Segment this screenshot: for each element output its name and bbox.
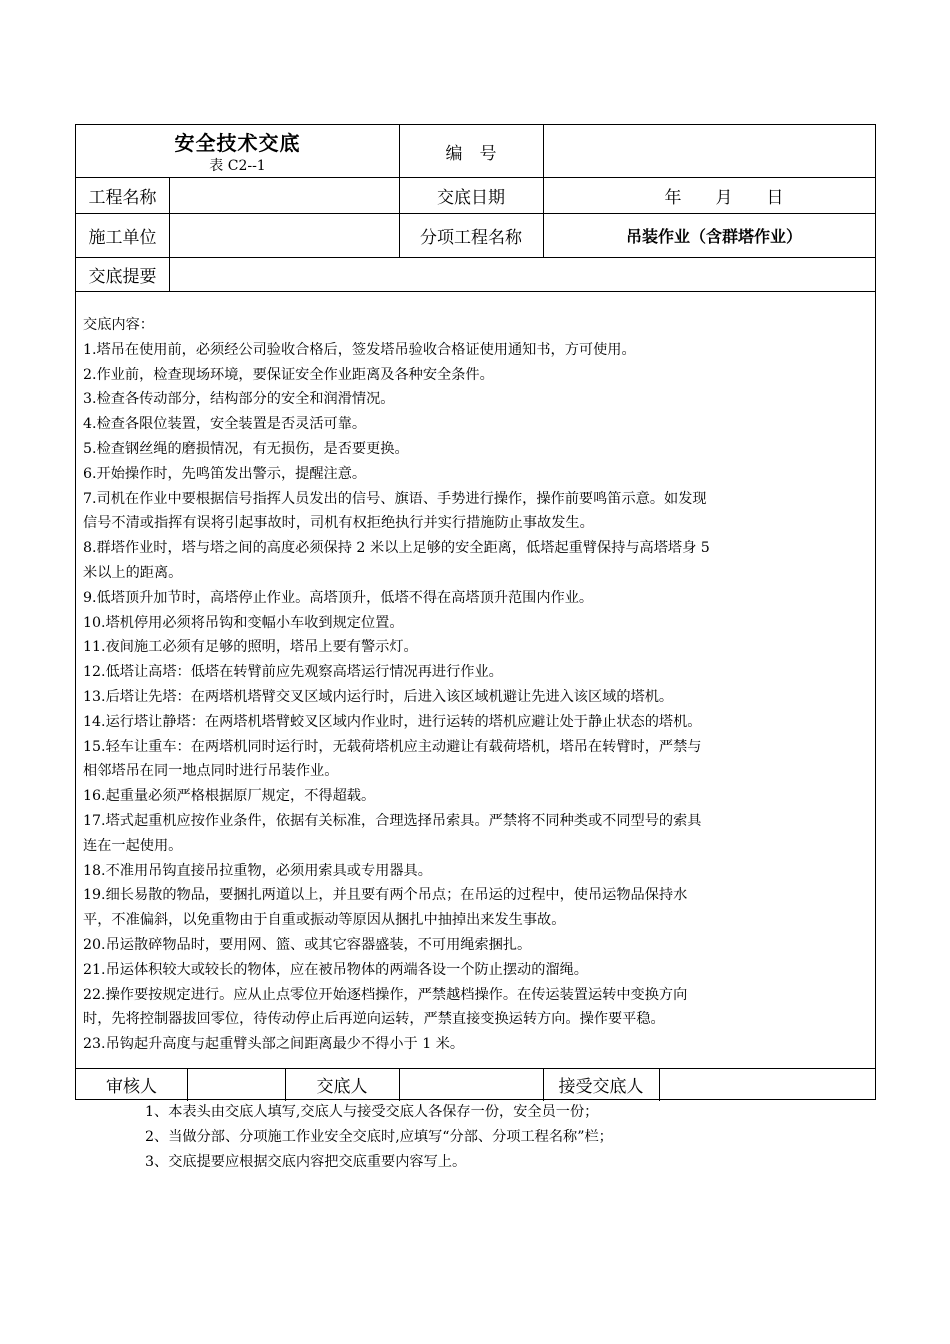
content-line: 信号不清或指挥有误将引起事故时，司机有权拒绝执行并实行措施防止事故发生。: [83, 515, 594, 532]
content-line: 相邻塔吊在同一地点同时进行吊装作业。: [83, 763, 339, 780]
content-line: 时，先将控制器拔回零位，待传动停止后再逆向运转，严禁直接变换运转方向。操作要平稳。: [83, 1011, 665, 1028]
presenter-field[interactable]: [399, 1068, 543, 1101]
summary-field[interactable]: [169, 257, 875, 291]
note-line: 2、当做分部、分项施工作业安全交底时,应填写“分部、分项工程名称”栏；: [145, 1129, 613, 1145]
content-line: 7.司机在作业中要根据信号指挥人员发出的信号、旗语、手势进行操作，操作前要鸣笛示意。如发现: [83, 490, 707, 507]
content-line: 2.作业前，检查现场环境，要保证安全作业距离及各种安全条件。: [83, 366, 494, 383]
date-label: 交底日期: [437, 187, 505, 208]
project-name-label: 工程名称: [88, 187, 157, 208]
content-heading: 交底内容：: [83, 317, 154, 333]
note-line: 3、交底提要应根据交底内容把交底重要内容写上。: [145, 1154, 467, 1170]
receiver-field[interactable]: [659, 1068, 875, 1101]
content-line: 连在一起使用。: [83, 837, 183, 854]
content-line: 20.吊运散碎物品时，要用网、篮、或其它容器盛装，不可用绳索捆扎。: [83, 936, 532, 953]
content-line: 5.检查钢丝绳的磨损情况，有无损伤，是否要更换。: [83, 440, 409, 457]
form-title: 安全技术交底: [174, 131, 301, 155]
date-field[interactable]: 年 月 日: [664, 187, 784, 208]
content-line: 11.夜间施工必须有足够的照明，塔吊上要有警示灯。: [83, 639, 418, 656]
content-line: 6.开始操作时，先鸣笛发出警示，提醒注意。: [83, 465, 367, 482]
content-line: 13.后塔让先塔：在两塔机塔臂交叉区域内运行时，后进入该区域机避让先进入该区域的塔机。: [83, 688, 674, 705]
content-line: 22.操作要按规定进行。应从止点零位开始逐档操作，严禁越档操作。在传运装置运转中变换方向: [83, 986, 688, 1003]
subproject-field[interactable]: 吊装作业（含群塔作业）: [625, 226, 802, 246]
content-line: 16.起重量必须严格根据原厂规定，不得超载。: [83, 788, 376, 805]
content-line: 19.细长易散的物品，要捆扎两道以上，并且要有两个吊点；在吊运的过程中，使吊运物品保持水: [83, 887, 688, 904]
subproject-label: 分项工程名称: [420, 227, 522, 248]
presenter-label: 交底人: [316, 1077, 368, 1097]
content-line: 3.检查各传动部分，结构部分的安全和润滑情况。: [83, 391, 395, 408]
receiver-label: 接受交底人: [558, 1077, 644, 1097]
content-line: 21.吊运体积较大或较长的物体，应在被吊物体的两端各设一个防止摆动的溜绳。: [83, 961, 588, 978]
reviewer-label: 审核人: [106, 1077, 157, 1097]
note-line: 1、本表头由交底人填写,交底人与接受交底人各保存一份，安全员一份；: [145, 1104, 599, 1120]
safety-briefing-form: [75, 124, 876, 1100]
form-code: 表 C2--1: [209, 158, 266, 174]
content-line: 9.低塔顶升加节时，高塔停止作业。高塔顶升，低塔不得在高塔顶升范围内作业。: [83, 589, 594, 606]
content-line: 平，不准偏斜，以免重物由于自重或振动等原因从捆扎中抽掉出来发生事故。: [83, 912, 566, 929]
content-line: 10.塔机停用必须将吊钩和变幅小车收到规定位置。: [83, 614, 404, 631]
construction-unit-label: 施工单位: [88, 227, 157, 248]
content-line: 8.群塔作业时，塔与塔之间的高度必须保持 2 米以上足够的安全距离，低塔起重臂保持与高塔塔身 5: [83, 540, 710, 557]
number-field[interactable]: [543, 125, 875, 177]
content-line: 18.不准用吊钩直接吊拉重物，必须用索具或专用器具。: [83, 862, 432, 879]
reviewer-field[interactable]: [187, 1068, 285, 1101]
row-divider: [76, 291, 875, 292]
summary-label: 交底提要: [88, 266, 157, 287]
number-label: 编 号: [445, 143, 497, 164]
content-line: 17.塔式起重机应按作业条件，依据有关标准，合理选择吊索具。严禁将不同种类或不同型号的索具: [83, 812, 702, 829]
content-line: 米以上的距离。: [83, 564, 183, 581]
briefing-content: [83, 313, 873, 1057]
construction-unit-field[interactable]: [169, 213, 399, 257]
content-line: 15.轻车让重车：在两塔机同时运行时，无载荷塔机应主动避让有载荷塔机，塔吊在转臂时，严禁与: [83, 738, 702, 755]
content-line: 4.检查各限位装置，安全装置是否灵活可靠。: [83, 416, 367, 433]
content-line: 1.塔吊在使用前，必须经公司验收合格后，签发塔吊验收合格证使用通知书，方可使用。: [83, 341, 636, 358]
content-line: 14.运行塔让静塔：在两塔机塔臂蛟叉区域内作业时，进行运转的塔机应避让处于静止状态的塔机。: [83, 713, 702, 730]
content-line: 23.吊钩起升高度与起重臂头部之间距离最少不得小于 1 米。: [83, 1036, 465, 1053]
project-name-field[interactable]: [169, 177, 399, 213]
form-notes: [145, 1100, 613, 1175]
content-line: 12.低塔让高塔：低塔在转臂前应先观察高塔运行情况再进行作业。: [83, 664, 503, 681]
